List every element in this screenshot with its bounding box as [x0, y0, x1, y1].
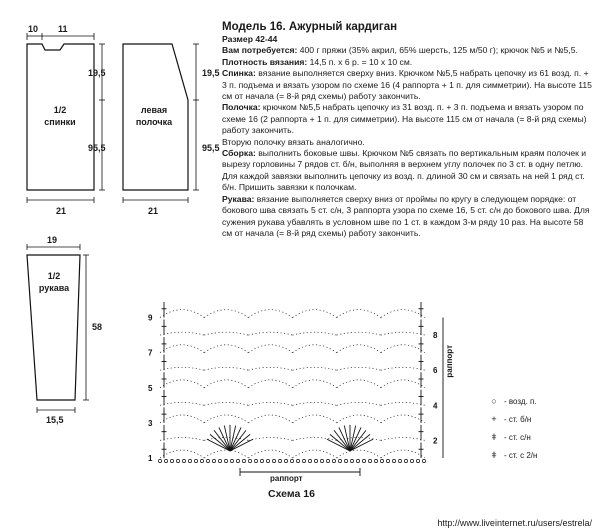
- chain-arch: [204, 310, 248, 318]
- chain-stitch: [320, 459, 323, 462]
- chain-stitch: [362, 459, 365, 462]
- legend-item: [488, 450, 537, 460]
- chain-arch: [160, 450, 204, 458]
- back-label-line1: 1/2: [53, 105, 67, 115]
- scheme-title: Схема 16: [268, 488, 315, 500]
- assembly-paragraph: [222, 148, 592, 194]
- chain-arch: [293, 380, 337, 388]
- materials-paragraph: [222, 45, 592, 56]
- chain-stitch: [356, 459, 359, 462]
- chain-arch: [248, 345, 292, 353]
- row-number: 3: [148, 418, 153, 428]
- front-second-line: Вторую полочку вязать аналогично.: [222, 136, 365, 147]
- legend-item: [488, 432, 531, 442]
- row-number: 2: [433, 436, 438, 446]
- row-number: 1: [148, 454, 153, 463]
- chain-arch: [204, 332, 248, 335]
- chain-arch: [337, 415, 381, 423]
- chain-stitch: [224, 459, 227, 462]
- chain-arch: [293, 367, 337, 370]
- chain-arch: [381, 438, 425, 441]
- chain-arch: [337, 450, 381, 458]
- legend-symbol: ○: [491, 396, 497, 406]
- chain-arch: [337, 310, 381, 318]
- back-dim-side-a: 19,5: [88, 68, 106, 78]
- row-number: 9: [148, 313, 153, 323]
- assembly-text: выполнить боковые швы. Крючком №5 связать по вертикальным краям полочек и вырезу горловины 7 рядов ст. б/н, выполняя в верхнем углу полочек по 3 ст. в одну петлю. Для каждой завязки выполнить цепочку из возд. п. длиной 30 см и связать на ней 1 ряд ст. б/н. Пришить завязки к полочкам.: [222, 148, 587, 193]
- sleeve-label-line1: 1/2: [47, 271, 61, 281]
- chain-arch: [248, 380, 292, 388]
- chain-arch: [204, 402, 248, 405]
- chain-arch: [337, 345, 381, 353]
- chain-stitch: [278, 459, 281, 462]
- chain-stitch: [332, 459, 335, 462]
- chain-stitch: [380, 459, 383, 462]
- chain-arch: [248, 415, 292, 423]
- back-piece-label: [34, 104, 86, 128]
- rapport-label-horizontal: раппорт: [270, 474, 303, 483]
- chain-arch: [160, 402, 204, 405]
- chain-arch: [293, 310, 337, 318]
- chain-arch: [337, 367, 381, 370]
- chain-arch: [381, 402, 425, 405]
- chain-stitch: [314, 459, 317, 462]
- chain-arch: [160, 332, 204, 335]
- chain-stitch: [422, 459, 425, 462]
- source-url: http://www.liveinternet.ru/users/estrela/: [437, 518, 592, 528]
- chain-stitch: [392, 459, 395, 462]
- front-label-line2: полочка: [135, 117, 173, 127]
- chain-arch: [293, 402, 337, 405]
- gauge-paragraph: [222, 57, 592, 68]
- chain-stitch: [326, 459, 329, 462]
- chain-stitch: [416, 459, 419, 462]
- sleeve-label-line2: рукава: [38, 283, 70, 293]
- chain-stitch: [296, 459, 299, 462]
- chain-stitch: [242, 459, 245, 462]
- chain-stitch: [386, 459, 389, 462]
- chain-stitch: [404, 459, 407, 462]
- chain-stitch: [272, 459, 275, 462]
- back-dim-side-b: 95,5: [88, 143, 106, 153]
- chain-arch: [248, 450, 292, 458]
- chain-arch: [204, 450, 248, 458]
- chain-stitch: [266, 459, 269, 462]
- chain-arch: [293, 450, 337, 458]
- front-dim-bottom: 21: [148, 206, 159, 216]
- chain-stitch: [182, 459, 185, 462]
- chain-arch: [381, 380, 425, 388]
- gauge-text: 14,5 п. х 6 р. = 10 х 10 см.: [309, 56, 413, 67]
- sleeve-paragraph: [222, 194, 592, 240]
- chain-stitch: [338, 459, 341, 462]
- chain-arch: [293, 332, 337, 335]
- front-dim-side-b: 95,5: [202, 143, 220, 153]
- chain-arch: [381, 415, 425, 423]
- back-dim-bottom: 21: [56, 206, 67, 216]
- chain-stitch: [248, 459, 251, 462]
- chain-stitch: [350, 459, 353, 462]
- chain-stitch: [260, 459, 263, 462]
- chain-arch: [160, 380, 204, 388]
- sleeve-label: Рукава:: [222, 193, 255, 204]
- sleeve-dim-side: 58: [92, 322, 103, 332]
- chain-arch: [204, 380, 248, 388]
- chain-arch: [293, 438, 337, 441]
- rapport-label-vertical: раппорт: [445, 345, 454, 378]
- crochet-scheme-chart: [140, 288, 450, 488]
- row-number: 8: [433, 331, 438, 341]
- legend-symbol: +: [491, 414, 497, 424]
- materials-text: 400 г пряжи (35% акрил, 65% шерсть, 125 м/50 г); крючок №5 и №5,5.: [299, 45, 578, 56]
- chain-arch: [337, 380, 381, 388]
- front-paragraph: [222, 102, 592, 136]
- chain-arch: [248, 367, 292, 370]
- assembly-label: Сборка:: [222, 148, 256, 159]
- row-number: 6: [433, 366, 438, 376]
- chain-arch: [248, 310, 292, 318]
- chain-arch: [248, 438, 292, 441]
- chain-arch: [381, 450, 425, 458]
- chain-stitch: [374, 459, 377, 462]
- front-piece-label: [128, 104, 180, 128]
- sleeve-dim-top: 19: [47, 235, 58, 245]
- size-line: Размер 42-44: [222, 34, 278, 44]
- gauge-label: Плотность вязания:: [222, 56, 308, 67]
- chain-stitch: [308, 459, 311, 462]
- chain-stitch: [164, 459, 167, 462]
- chain-stitch: [368, 459, 371, 462]
- chain-arch: [248, 402, 292, 405]
- front-text: крючком №5,5 набрать цепочку из 31 возд. п. + 3 п. подъема и вязать узором по схеме 16 (2 раппорта + 1 п. для симметрии). На высоте 115 см от начала (= 8-й ряд схемы) работу закончить.: [222, 102, 587, 136]
- chain-stitch: [194, 459, 197, 462]
- chain-stitch: [176, 459, 179, 462]
- chain-arch: [204, 415, 248, 423]
- chain-arch: [381, 310, 425, 318]
- chain-stitch: [344, 459, 347, 462]
- chain-arch: [381, 367, 425, 370]
- legend-text: - возд. п.: [504, 396, 537, 406]
- front-dim-side-a: 19,5: [202, 68, 220, 78]
- chain-stitch: [188, 459, 191, 462]
- chain-arch: [381, 332, 425, 335]
- chain-arch: [160, 438, 204, 441]
- materials-label: Вам потребуется:: [222, 45, 298, 56]
- front-label-line1: левая: [140, 105, 168, 115]
- sleeve-piece-label: [30, 270, 78, 294]
- legend-symbol: ǂ: [491, 450, 497, 460]
- chain-stitch: [218, 459, 221, 462]
- chain-arch: [337, 402, 381, 405]
- instructions-text: [222, 20, 592, 239]
- chain-arch: [160, 345, 204, 353]
- chain-stitch: [200, 459, 203, 462]
- chain-stitch: [290, 459, 293, 462]
- chain-stitch: [398, 459, 401, 462]
- chain-arch: [293, 345, 337, 353]
- chain-arch: [160, 415, 204, 423]
- chain-stitch: [206, 459, 209, 462]
- chain-arch: [160, 367, 204, 370]
- row-number: 7: [148, 348, 153, 358]
- front-label: Полочка:: [222, 102, 261, 113]
- chain-stitch: [410, 459, 413, 462]
- model-title: Модель 16. Ажурный кардиган: [222, 21, 398, 33]
- chain-arch: [293, 415, 337, 423]
- chain-stitch: [236, 459, 239, 462]
- chain-arch: [204, 367, 248, 370]
- chain-arch: [160, 310, 204, 318]
- legend-item: [488, 396, 537, 406]
- row-number: 4: [433, 401, 438, 411]
- chain-stitch: [254, 459, 257, 462]
- legend-text: - ст. б/н: [504, 414, 532, 424]
- sleeve-text: вязание выполняется сверху вниз от проймы по кругу в следующем порядке: от бокового шва связать 5 ст. с/н, 3 раппорта узора по схеме 16, 5 ст. с/н до бокового шва. Для сужения рукава убавлять в условном шве по 1 ст. в каждом 3-м ряду 10 раз. На высоте 58 см от начала (= 8-й ряд схемы) работу закончить.: [222, 193, 590, 238]
- legend-text: - ст. с/н: [504, 432, 531, 442]
- chain-stitch: [158, 459, 161, 462]
- back-dim-top-b: 11: [58, 24, 68, 34]
- back-label: Спинка:: [222, 68, 256, 79]
- chain-arch: [337, 332, 381, 335]
- row-number: 5: [148, 383, 153, 393]
- back-dim-top-a: 10: [28, 24, 39, 34]
- chain-arch: [381, 345, 425, 353]
- chain-stitch: [284, 459, 287, 462]
- sleeve-dim-bottom: 15,5: [46, 415, 64, 425]
- chain-stitch: [302, 459, 305, 462]
- chain-arch: [204, 345, 248, 353]
- chain-stitch: [212, 459, 215, 462]
- legend-symbol: ǂ: [491, 432, 497, 442]
- back-paragraph: [222, 68, 592, 102]
- chain-arch: [248, 332, 292, 335]
- chain-arch: [204, 438, 248, 441]
- back-label-line2: спинки: [44, 117, 76, 127]
- legend-item: [488, 414, 531, 424]
- chain-stitch: [170, 459, 173, 462]
- back-text: вязание выполняется сверху вниз. Крючком №5,5 набрать цепочку из 61 возд. п. + 3 п. подъема и вязать узором по схеме 16 (4 раппорта + 1 п. для симметрии). На высоте 115 см от начала (= 8-й ряд схемы) работу закончить.: [222, 68, 592, 102]
- legend-text: - ст. с 2/н: [504, 450, 538, 460]
- chain-stitch: [230, 459, 233, 462]
